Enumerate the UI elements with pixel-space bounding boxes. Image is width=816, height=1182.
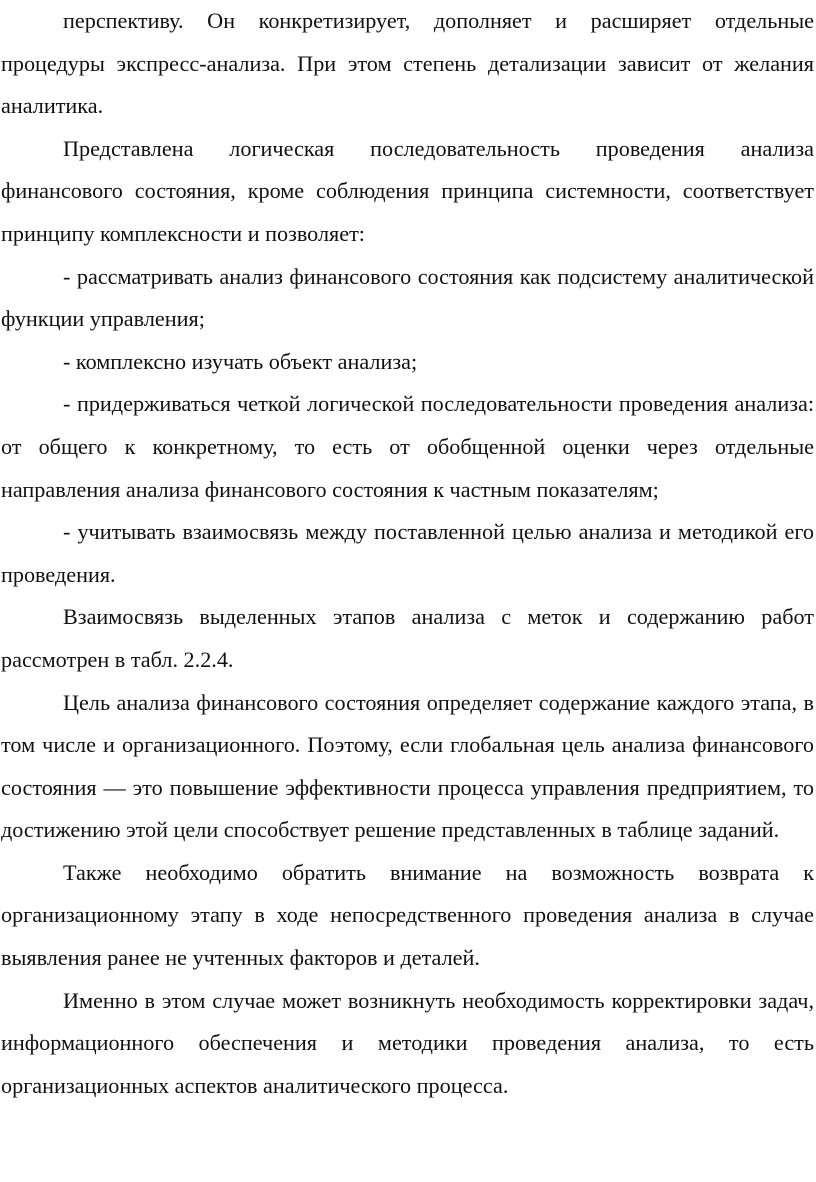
paragraph-analysis-goal: Цель анализа финансового состояния определяет содержание каждого этапа, в том числе и организационного. Поэтому, если глобальная цель анализа финансового состояния — это повышение эффективности процесса управления предприятием, то достижению этой цели способствует решение представленных в таблице заданий.	[1, 689, 814, 843]
list-item-complex-study: - комплексно изучать объект анализа;	[63, 348, 418, 374]
list-item-logical-sequence: - придерживаться четкой логической последовательности проведения анализа: от общего к конкретному, то есть от обобщенной оценки через отдельные направления анализа финансового состояния к частным показателям;	[1, 391, 814, 502]
paragraph-return-stage: Также необходимо обратить внимание на возможность возврата к организационному этапу в ходе непосредственного проведения анализа в случае выявления ранее не учтенных факторов и деталей.	[1, 859, 814, 971]
list-item-goal-method: - учитывать взаимосвязь между поставленной целью анализа и методикой его проведения.	[1, 519, 814, 587]
list-item-subsystem: - рассматривать анализ финансового состояния как подсистему аналитической функции управления;	[1, 263, 814, 332]
paragraph-table-reference: Взаимосвязь выделенных этапов анализа с меток и содержанию работ рассмотрен в табл. 2.2.4.	[1, 604, 814, 672]
paragraph-continuation: перспективу. Он конкретизирует, дополняет и расширяет отдельные процедуры экспресс-анализа. При этом степень детализации зависит от желания аналитика.	[1, 8, 814, 119]
paragraph-sequence-intro: Представлена логическая последовательность проведения анализа финансового состояния, кроме соблюдения принципа системности, соответствует принципу комплексности и позволяет:	[1, 135, 814, 246]
paragraph-correction: Именно в этом случае может возникнуть необходимость корректировки задач, информационного обеспечения и методики проведения анализа, то есть организационных аспектов аналитического процесса.	[1, 987, 814, 1098]
